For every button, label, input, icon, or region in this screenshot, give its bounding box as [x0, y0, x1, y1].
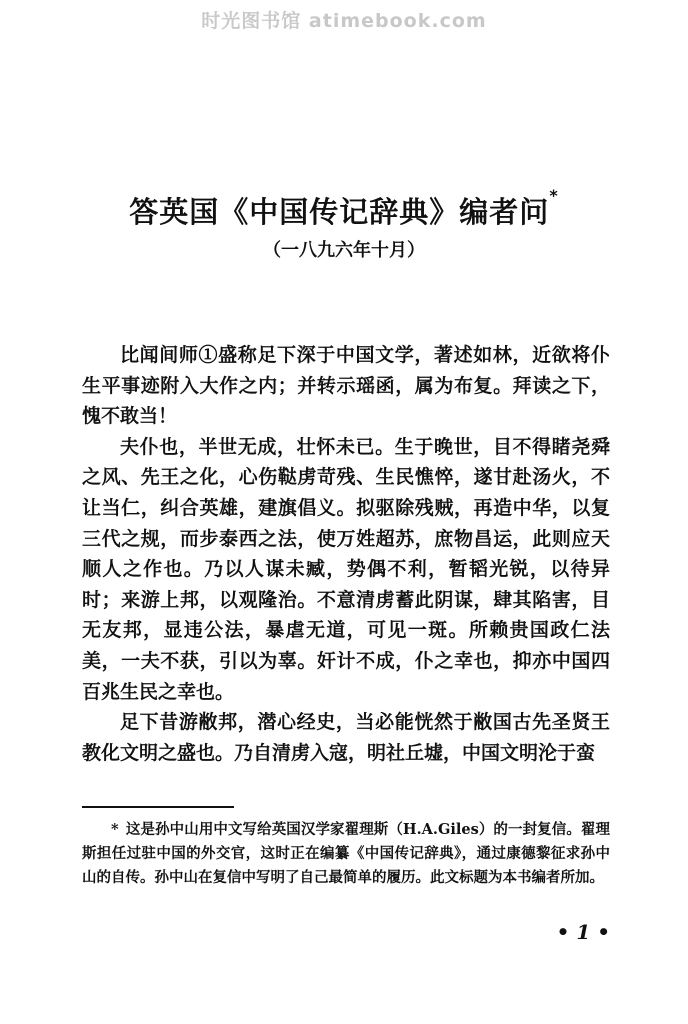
footnote-marker: *: [111, 821, 119, 838]
article-title-text: 答英国《中国传记辞典》编者问: [129, 195, 550, 229]
paragraph-3: 足下昔游敝邦，潜心经史，当必能恍然于敝国古先圣贤王教化文明之盛也。乃自清虏入寇，明社丘墟，中国文明沦于蛮: [82, 711, 610, 764]
paragraph-2: 夫仆也，半世无成，壮怀未已。生于晚世，目不得睹尧舜之风、先王之化，心伤鞑虏苛残、生民憔悴，遂甘赴汤火，不让当仁，纠合英雄，建旗倡义。拟驱除残贼，再造中华，以复三代之规，而步泰西之法，使万姓超苏，庶物昌运，此则应天顺人之作也。乃以人谋未臧，势偶不利，暂韬光锐，以待异时；来游上邦，以观隆治。不意清虏蓄此阴谋，肆其陷害，目无友邦，显违公法，暴虐无道，可见一斑。所赖贵国政仁法美，一夫不获，引以为辜。奸计不成，仆之幸也，抑亦中国四百兆生民之幸也。: [82, 435, 610, 703]
page-number: • 1 •: [556, 920, 610, 944]
article-date: （一八九六年十月）: [263, 240, 425, 261]
footnote: [82, 818, 610, 890]
watermark: 时光图书馆 atimebook.com: [201, 10, 487, 32]
title-footnote-marker: *: [549, 186, 559, 205]
paragraph-1: 比闻间师①盛称足下深于中国文学，著述如林，近欲将仆生平事迹附入大作之内；并转示瑶函，属为布复。拜读之下，愧不敢当！: [82, 344, 610, 428]
footnote-divider: [82, 806, 234, 808]
article-body: [82, 340, 610, 768]
footnote-text: 这是孙中山用中文写给英国汉学家翟理斯（H.A.Giles）的一封复信。翟理斯担任过驻中国的外交官，这时正在编纂《中国传记辞典》，通过康德黎征求孙中山的自传。孙中山在复信中写明了自己最简单的履历。此文标题为本书编者所加。: [82, 821, 610, 886]
article-title: [0, 186, 688, 231]
